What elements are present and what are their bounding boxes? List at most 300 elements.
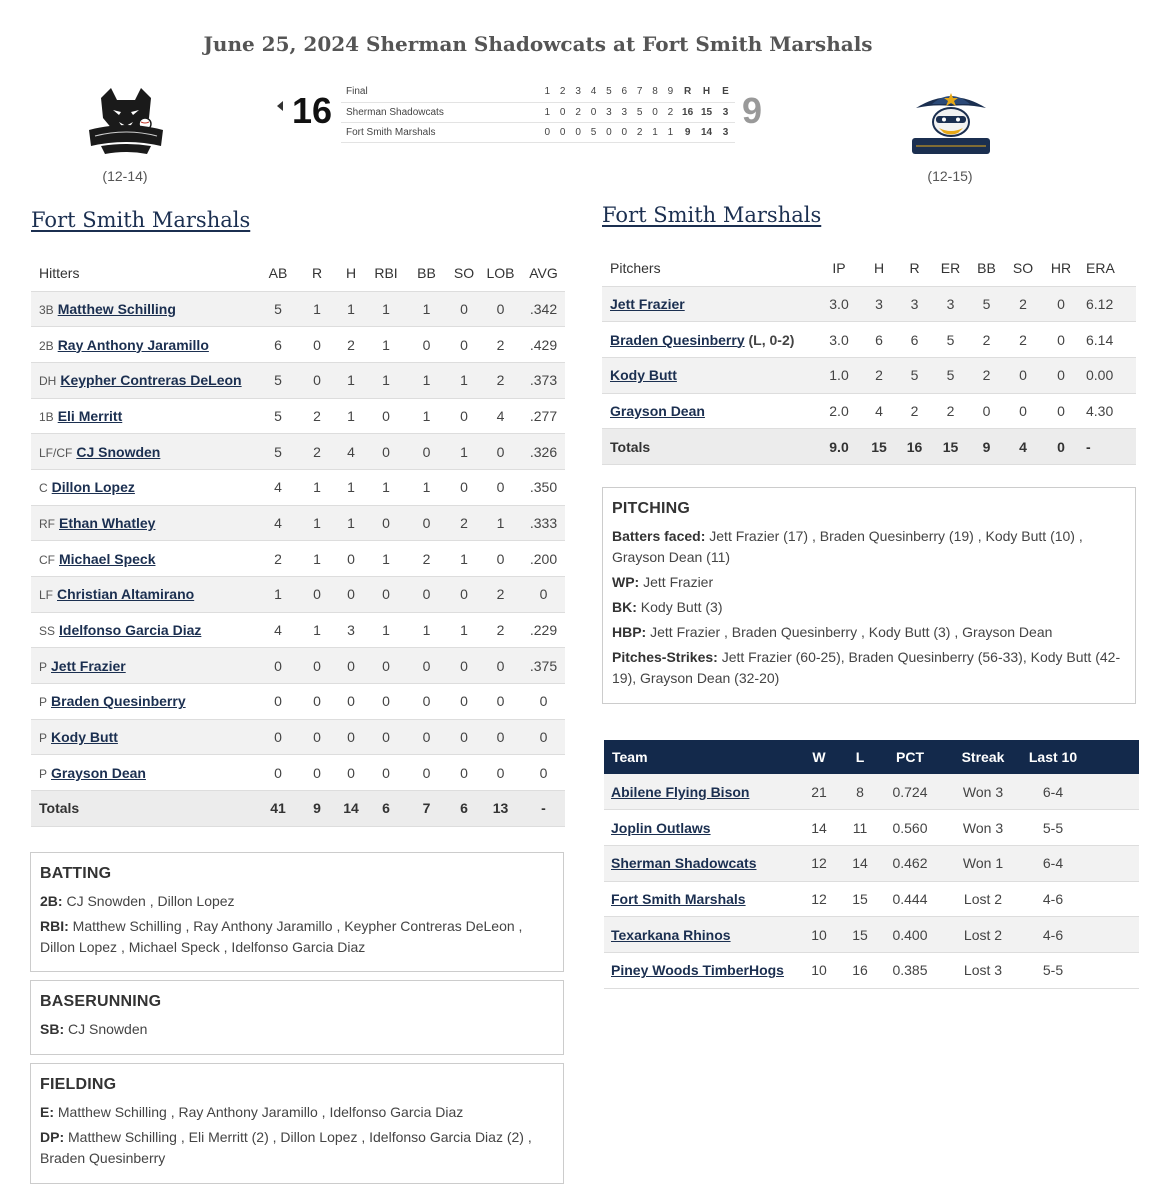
hitter-stat: 1: [368, 291, 404, 327]
hitter-name-link[interactable]: Jett Frazier: [51, 657, 126, 674]
linescore-team: Sherman Shadowcats: [341, 102, 540, 122]
hitter-stat: 5: [256, 291, 300, 327]
hitter-stat: 1: [368, 327, 404, 363]
note-label: Batters faced:: [612, 528, 706, 544]
standings-last10: 6-4: [1027, 845, 1079, 881]
hitter-stat: 0: [449, 684, 479, 720]
totals-stat: 16: [897, 429, 932, 465]
standings-last10: 6-4: [1027, 774, 1079, 810]
standings-streak: Lost 3: [939, 952, 1027, 988]
hitter-stat: 5: [256, 434, 300, 470]
inning-score: 5: [632, 102, 647, 122]
hitter-stat: .277: [522, 398, 565, 434]
hitter-cell: [31, 541, 256, 577]
errors-total: 3: [716, 102, 735, 122]
note-text: Matthew Schilling , Eli Merritt (2) , Dillon Lopez , Idelfonso Garcia Diaz (2) , Braden Quesinberry: [40, 1129, 532, 1166]
note-label: BK:: [612, 599, 637, 615]
totals-stat: -: [522, 791, 565, 827]
standings-spacer: [1079, 774, 1139, 810]
hitter-stat: 2: [334, 327, 368, 363]
hitter-stat: 2: [256, 541, 300, 577]
runs-header: R: [678, 82, 697, 102]
hitter-stat: 0: [368, 684, 404, 720]
col-header: AB: [256, 255, 300, 291]
hitter-stat: 0: [449, 719, 479, 755]
runs-total: 9: [678, 122, 697, 142]
hits-total: 15: [697, 102, 716, 122]
pitcher-cell: [602, 322, 817, 358]
hitter-stat: 0: [479, 541, 522, 577]
hitter-stat: 3: [334, 612, 368, 648]
totals-stat: 15: [932, 429, 969, 465]
hitter-row: [31, 434, 565, 470]
note-label: RBI:: [40, 918, 69, 934]
inning-header: 3: [570, 82, 585, 102]
pitcher-stat: 0: [1042, 393, 1080, 429]
col-header: Team: [604, 740, 799, 774]
hitting-team-link[interactable]: Fort Smith Marshals: [31, 208, 251, 232]
hitter-row: [31, 541, 565, 577]
hitter-stat: 2: [404, 541, 449, 577]
hitter-stat: 0: [334, 684, 368, 720]
hitter-stat: 0: [449, 398, 479, 434]
standings-spacer: [1079, 845, 1139, 881]
standings-last10: 5-5: [1027, 810, 1079, 846]
pitcher-stat: 0: [1042, 322, 1080, 358]
hitter-name-link[interactable]: Grayson Dean: [51, 764, 146, 781]
note-text: Jett Frazier: [639, 574, 714, 590]
pitcher-name-link[interactable]: Jett Frazier: [610, 295, 685, 312]
hitter-stat: 0: [479, 755, 522, 791]
note-text: Jett Frazier (17) , Braden Quesinberry (19) , Kody Butt (10) , Grayson Dean (11): [612, 528, 1083, 565]
pitching-note: [612, 572, 1126, 593]
standings-wins: 14: [799, 810, 839, 846]
hitter-stat: 1: [334, 362, 368, 398]
hitter-cell: [31, 505, 256, 541]
standings-pct: 0.560: [881, 810, 939, 846]
hitter-stat: .333: [522, 505, 565, 541]
note-text: Kody Butt (3): [636, 599, 723, 615]
hitter-name-link[interactable]: Ray Anthony Jaramillo: [57, 336, 209, 353]
hitter-stat: 1: [300, 505, 334, 541]
hitter-row: [31, 469, 565, 505]
hitter-stat: 1: [404, 612, 449, 648]
hitter-row: [31, 362, 565, 398]
standings-streak: Won 1: [939, 845, 1027, 881]
totals-stat: 9: [300, 791, 334, 827]
errors-total: 3: [716, 122, 735, 142]
hitter-stat: 0: [404, 434, 449, 470]
standings-row: [604, 845, 1139, 881]
totals-stat: 4: [1004, 429, 1042, 465]
hitter-position: LF/CF: [39, 445, 73, 460]
col-header: BB: [969, 250, 1004, 286]
fielding-note: [40, 1127, 554, 1169]
pitcher-stat: 2.0: [817, 393, 861, 429]
linescore-team: Fort Smith Marshals: [341, 122, 540, 142]
inning-score: 2: [632, 122, 647, 142]
pitcher-stat: 2: [897, 393, 932, 429]
inning-score: 3: [601, 102, 616, 122]
standings-team-cell: [604, 917, 799, 953]
hitter-stat: 1: [368, 541, 404, 577]
page-title: June 25, 2024 Sherman Shadowcats at Fort Smith Marshals: [203, 32, 873, 56]
linescore-row-home: [341, 102, 735, 122]
note-label: Pitches-Strikes:: [612, 649, 718, 665]
hitter-stat: .350: [522, 469, 565, 505]
pitcher-stat: 6: [861, 322, 897, 358]
standings-wins: 10: [799, 952, 839, 988]
pitcher-name-link[interactable]: Kody Butt: [610, 367, 677, 384]
hitter-stat: 2: [300, 398, 334, 434]
hitter-stat: 0: [522, 755, 565, 791]
col-header: ER: [932, 250, 969, 286]
marshals-logo[interactable]: [906, 84, 996, 164]
hitter-stat: 1: [300, 291, 334, 327]
totals-stat: 6: [368, 791, 404, 827]
hitter-stat: 0: [449, 755, 479, 791]
pitching-box-title: PITCHING: [612, 500, 691, 517]
totals-stat: 41: [256, 791, 300, 827]
hitter-stat: 0: [404, 719, 449, 755]
standings-wins: 12: [799, 881, 839, 917]
baserunning-box-title: BASERUNNING: [40, 993, 162, 1010]
inning-header: 8: [647, 82, 662, 102]
hitter-position: 3B: [39, 302, 54, 317]
standings-row: [604, 952, 1139, 988]
inning-score: 0: [617, 122, 632, 142]
hitter-stat: 1: [368, 469, 404, 505]
hitter-name-link[interactable]: CJ Snowden: [76, 443, 161, 460]
hitter-stat: 0: [300, 362, 334, 398]
hitter-stat: 1: [449, 434, 479, 470]
note-text: Matthew Schilling , Ray Anthony Jaramillo , Keypher Contreras DeLeon , Dillon Lopez , Michael Speck , Idelfonso Garcia Diaz: [40, 918, 523, 955]
pitching-note: [612, 526, 1126, 568]
col-header: PCT: [881, 740, 939, 774]
inning-score: 5: [586, 122, 601, 142]
standings-team-link[interactable]: Joplin Outlaws: [611, 819, 711, 836]
hitter-position: RF: [39, 516, 55, 531]
standings-header-row: [604, 740, 1139, 774]
hitter-stat: 0: [479, 434, 522, 470]
pitcher-cell: [602, 357, 817, 393]
hitter-name-link[interactable]: Kody Butt: [51, 729, 118, 746]
totals-stat: 9.0: [817, 429, 861, 465]
hitter-stat: 0: [449, 327, 479, 363]
hitter-stat: 0: [334, 541, 368, 577]
note-label: HBP:: [612, 624, 647, 640]
standings-losses: 16: [839, 952, 881, 988]
totals-stat: 9: [969, 429, 1004, 465]
inning-score: 1: [540, 102, 555, 122]
hitter-row: [31, 327, 565, 363]
col-header: AVG: [522, 255, 565, 291]
hitter-stat: .326: [522, 434, 565, 470]
hitter-stat: 0: [404, 755, 449, 791]
inning-header: 9: [663, 82, 678, 102]
standings-row: [604, 810, 1139, 846]
hitter-name-link[interactable]: Dillon Lopez: [51, 479, 135, 496]
hitter-row: [31, 684, 565, 720]
hitter-stat: 0: [300, 648, 334, 684]
standings-pct: 0.462: [881, 845, 939, 881]
pitching-note: [612, 622, 1126, 643]
hitter-position: P: [39, 766, 48, 781]
standings-team-cell: [604, 810, 799, 846]
hitter-stat: 0: [300, 719, 334, 755]
baserunning-note: [40, 1019, 554, 1040]
standings-losses: 11: [839, 810, 881, 846]
hitter-name-link[interactable]: Idelfonso Garcia Diaz: [59, 622, 202, 639]
standings-row: [604, 881, 1139, 917]
totals-stat: 14: [334, 791, 368, 827]
col-header: SO: [1004, 250, 1042, 286]
pitcher-stat: 5: [932, 357, 969, 393]
pitcher-row: [602, 357, 1136, 393]
home-record: (12-14): [102, 168, 148, 184]
standings-team-cell: [604, 952, 799, 988]
inning-header: 6: [617, 82, 632, 102]
hitter-stat: 1: [479, 505, 522, 541]
col-header: W: [799, 740, 839, 774]
pitcher-stat: 2: [969, 357, 1004, 393]
hitter-stat: 0: [300, 577, 334, 613]
hitter-row: [31, 719, 565, 755]
standings-team-link[interactable]: Abilene Flying Bison: [611, 783, 750, 800]
standings-spacer: [1079, 952, 1139, 988]
hitter-stat: 0: [334, 648, 368, 684]
hitter-stat: 0: [449, 648, 479, 684]
col-header: H: [861, 250, 897, 286]
hitter-stat: 0: [256, 755, 300, 791]
hitter-position: LF: [39, 588, 54, 603]
totals-stat: 7: [404, 791, 449, 827]
col-header: Pitchers: [602, 250, 817, 286]
pitcher-stat: 6.12: [1080, 286, 1136, 322]
col-header: Last 10: [1027, 740, 1079, 774]
standings-pct: 0.385: [881, 952, 939, 988]
hitter-stat: 0: [300, 684, 334, 720]
hitter-stat: 0: [479, 648, 522, 684]
hitter-stat: 1: [449, 612, 479, 648]
batting-box-title: BATTING: [40, 865, 112, 882]
pitcher-name-link[interactable]: Braden Quesinberry: [610, 331, 745, 348]
col-header: RBI: [368, 255, 404, 291]
col-header: SO: [449, 255, 479, 291]
hitter-stat: 0: [334, 577, 368, 613]
hitter-row: [31, 291, 565, 327]
note-label: DP:: [40, 1129, 65, 1145]
standings-losses: 8: [839, 774, 881, 810]
col-header: R: [897, 250, 932, 286]
pitcher-stat: 0: [1042, 357, 1080, 393]
hitter-stat: 0: [449, 469, 479, 505]
fielding-note: [40, 1102, 554, 1123]
hitter-stat: 6: [256, 327, 300, 363]
batting-note: [40, 916, 554, 958]
hits-total: 14: [697, 122, 716, 142]
standings-streak: Lost 2: [939, 917, 1027, 953]
standings-team-link[interactable]: Fort Smith Marshals: [611, 890, 746, 907]
hitter-name-link[interactable]: Christian Altamirano: [57, 586, 195, 603]
errors-header: E: [716, 82, 735, 102]
pitching-note: [612, 597, 1126, 618]
standings-spacer: [1079, 810, 1139, 846]
inning-header: 4: [586, 82, 601, 102]
col-header: IP: [817, 250, 861, 286]
inning-header: 5: [601, 82, 616, 102]
hitter-name-link[interactable]: Ethan Whatley: [59, 514, 156, 531]
hitter-stat: 0: [368, 648, 404, 684]
standings-spacer: [1079, 917, 1139, 953]
standings-table: [604, 740, 1139, 989]
hitter-name-link[interactable]: Matthew Schilling: [57, 300, 176, 317]
pitcher-cell: [602, 286, 817, 322]
standings-pct: 0.400: [881, 917, 939, 953]
pitcher-stat: 2: [1004, 286, 1042, 322]
pitcher-stat: 0.00: [1080, 357, 1136, 393]
hitter-stat: 4: [334, 434, 368, 470]
hitter-cell: [31, 719, 256, 755]
hitter-cell: [31, 648, 256, 684]
standings-wins: 12: [799, 845, 839, 881]
pitcher-cell: [602, 393, 817, 429]
standings-last10: 5-5: [1027, 952, 1079, 988]
standings-wins: 21: [799, 774, 839, 810]
hitter-position: C: [39, 481, 48, 496]
fielding-box-title: FIELDING: [40, 1076, 117, 1093]
pitcher-stat: 3: [932, 286, 969, 322]
hitter-stat: 0: [368, 505, 404, 541]
hitter-stat: 2: [479, 577, 522, 613]
standings-losses: 15: [839, 881, 881, 917]
inning-score: 0: [586, 102, 601, 122]
totals-stat: 0: [1042, 429, 1080, 465]
hitter-stat: .375: [522, 648, 565, 684]
note-text: CJ Snowden: [64, 1021, 148, 1037]
pitcher-stat: 5: [932, 322, 969, 358]
standings-last10: 4-6: [1027, 881, 1079, 917]
hitter-name-link[interactable]: Eli Merritt: [57, 407, 123, 424]
hitter-stat: 0: [404, 577, 449, 613]
standings-team-cell: [604, 774, 799, 810]
pitcher-stat: 0: [1004, 393, 1042, 429]
hitter-stat: 1: [404, 291, 449, 327]
pitching-team-link[interactable]: Fort Smith Marshals: [602, 203, 822, 227]
hitter-cell: [31, 434, 256, 470]
hitter-name-link[interactable]: Keypher Contreras DeLeon: [60, 372, 242, 389]
inning-header: 7: [632, 82, 647, 102]
hitter-position: SS: [39, 624, 56, 639]
col-spacer: [1079, 740, 1139, 774]
hitter-stat: 4: [479, 398, 522, 434]
inning-score: 2: [570, 102, 585, 122]
note-text: Jett Frazier , Braden Quesinberry , Kody Butt (3) , Grayson Dean: [646, 624, 1053, 640]
hitter-position: P: [39, 659, 48, 674]
pitcher-stat: 6: [897, 322, 932, 358]
note-label: WP:: [612, 574, 640, 590]
hitter-row: [31, 398, 565, 434]
inning-header: 2: [555, 82, 570, 102]
pitching-note: [612, 647, 1126, 689]
hitter-stat: 2: [479, 612, 522, 648]
pitcher-stat: 5: [897, 357, 932, 393]
standings-streak: Lost 2: [939, 881, 1027, 917]
hitter-stat: 0: [368, 577, 404, 613]
hitter-stat: 0: [479, 719, 522, 755]
hitter-stat: 0: [522, 577, 565, 613]
hitter-stat: 1: [404, 362, 449, 398]
inning-score: 0: [555, 102, 570, 122]
hitter-cell: [31, 291, 256, 327]
away-record: (12-15): [927, 168, 973, 184]
hitter-stat: 4: [256, 469, 300, 505]
standings-pct: 0.444: [881, 881, 939, 917]
pitcher-row: [602, 322, 1136, 358]
standings-team-link[interactable]: Texarkana Rhinos: [611, 926, 731, 943]
standings-team-cell: [604, 845, 799, 881]
hitter-stat: .373: [522, 362, 565, 398]
hitter-name-link[interactable]: Braden Quesinberry: [51, 693, 186, 710]
hitter-stat: 1: [334, 398, 368, 434]
hitter-cell: [31, 362, 256, 398]
standings-streak: Won 3: [939, 810, 1027, 846]
pitcher-name-link[interactable]: Grayson Dean: [610, 402, 705, 419]
hitter-stat: 0: [404, 684, 449, 720]
hitter-row: [31, 577, 565, 613]
hitter-stat: 0: [449, 577, 479, 613]
col-header: Streak: [939, 740, 1027, 774]
hitter-stat: 0: [300, 327, 334, 363]
hitter-stat: 1: [368, 612, 404, 648]
hitter-stat: 2: [479, 362, 522, 398]
hitter-stat: 1: [300, 541, 334, 577]
hitter-position: CF: [39, 552, 55, 567]
hitter-stat: 0: [256, 719, 300, 755]
winner-arrow-icon: [277, 101, 283, 111]
shadowcats-logo[interactable]: [81, 84, 171, 164]
pitcher-stat: 0: [1042, 286, 1080, 322]
hitter-stat: 0: [368, 434, 404, 470]
hitter-stat: 0: [522, 719, 565, 755]
hits-header: H: [697, 82, 716, 102]
inning-score: 2: [663, 102, 678, 122]
hitter-cell: [31, 755, 256, 791]
hitter-name-link[interactable]: Michael Speck: [59, 550, 156, 567]
hitter-cell: [31, 612, 256, 648]
batting-note: [40, 891, 554, 912]
batting-box: [30, 852, 564, 972]
pitcher-stat: 3: [897, 286, 932, 322]
standings-team-link[interactable]: Sherman Shadowcats: [611, 855, 757, 872]
totals-stat: -: [1080, 429, 1136, 465]
hitters-header-row: [31, 255, 565, 291]
hitter-stat: 0: [479, 469, 522, 505]
hitter-stat: 1: [300, 469, 334, 505]
hitter-cell: [31, 469, 256, 505]
note-text: Jett Frazier (60-25), Braden Quesinberry (56-33), Kody Butt (42-19), Grayson Dean (32-20): [612, 649, 1121, 686]
hitter-stat: .429: [522, 327, 565, 363]
standings-wins: 10: [799, 917, 839, 953]
standings-team-link[interactable]: Piney Woods TimberHogs: [611, 962, 784, 979]
hitter-stat: 1: [368, 362, 404, 398]
col-header: Hitters: [31, 255, 256, 291]
inning-score: 3: [617, 102, 632, 122]
pitchers-header-row: [602, 250, 1136, 286]
pitcher-stat: 4: [861, 393, 897, 429]
hitter-stat: .342: [522, 291, 565, 327]
hitter-stat: 0: [479, 684, 522, 720]
